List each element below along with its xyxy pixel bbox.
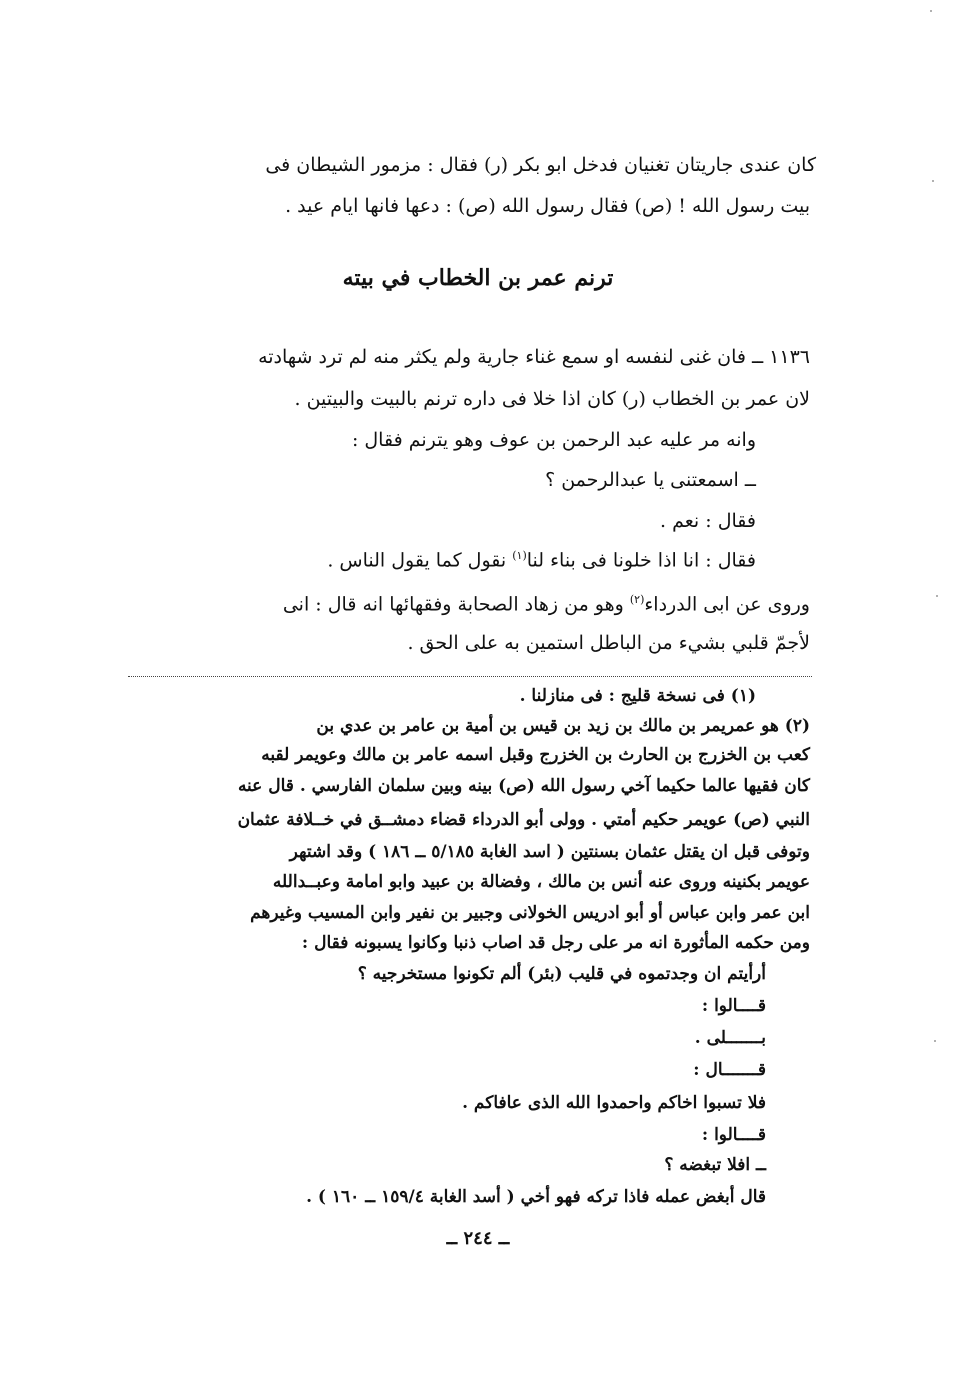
footnote-2-line-9: أرأيتم ان وجدتموه في قليب (بئر) ألم تكونوا مستخرجيه ؟: [357, 964, 766, 984]
section-line-5: فقال : نعم .: [660, 510, 756, 532]
scan-speck: [932, 180, 934, 182]
footnote-2-line-16: قال أبغض عمله فاذا تركه فهو أخي ( أسد الغابة ١٥٩/٤ ــ ١٦٠ ) .: [306, 1187, 766, 1207]
section-line-1: ١١٣٦ ــ فان غنى لنفسه او سمع غناء جارية ولم يكثر منه لم ترد شهادته: [258, 346, 810, 368]
footnote-2-line-5: وتوفى قبل ان يقتل عثمان بسنتين ( اسد الغابة ٥/١٨٥ ــ ١٨٦ ) وقد اشتهر: [289, 842, 810, 862]
section-line-3: وانه مر عليه عبد الرحمن بن عوف وهو يترنم فقال :: [351, 429, 756, 451]
page-number: ــ ٢٤٤ ــ: [446, 1228, 510, 1249]
footnote-2-line-3: كان فقيها عالما حكيما آخي رسول الله (ص) بينه وبين سلمان الفارسي . قال عنه: [237, 776, 810, 796]
section-line-6: [327, 550, 756, 570]
section-line-7-rest: وهو من زهاد الصحابة وفقهائها انه قال : انى: [282, 593, 630, 616]
footnote-separator: [128, 676, 812, 677]
footnote-2-line-13: فلا تسبوا اخاكم واحمدوا الله الذى عافاكم .: [462, 1093, 766, 1113]
scan-speck: [930, 10, 932, 12]
footnote-2-line-7: ابن عمر وابن عباس أو أبو ادريس الخولانى وجبير بن نفير وابن المسيب وغيرهم: [250, 903, 810, 923]
footnote-1: (١) فى نسخة قليج : فى منازلنا .: [519, 686, 756, 706]
scan-speck: [936, 595, 938, 597]
section-line-7: [283, 594, 810, 614]
footnote-2-line-2: كعب بن الخزرج بن الحارث بن الخزرج وقبل اسمه عامر بن مالك وعويمر لقبه: [261, 745, 810, 765]
footnote-2-line-15: ــ افلا تبغضه ؟: [664, 1155, 766, 1175]
footnote-2-line-10: قــــالوا :: [701, 996, 766, 1016]
section-heading: ترنم عمر بن الخطاب في بيته: [342, 265, 614, 291]
intro-line-2: بيت رسول الله ! (ص) فقال رسول الله (ص) : دعها فانها ايام عيد .: [285, 195, 810, 217]
footnote-2-line-1: (٢) هو عمريمر بن مالك بن زيد بن قيس بن أمية بن عامر بن عدي بن: [316, 716, 810, 736]
footnote-2-line-6: عويمر بكنينه وروى عنه أنس بن مالك ، وفضالة بن عبيد وابو امامة وعبــدالله: [272, 872, 810, 892]
intro-line-1: كان عندى جاريتان تغنيان فدخل ابو بكر (ر) فقال : مزمور الشيطان فى: [265, 154, 816, 176]
footnote-2-line-4: النبي (ص) عويمر حكيم أمتي . وولى أبو الدرداء قضاء دمشــق في خــلافة عثمان: [237, 810, 810, 830]
section-line-7-text: وروى عن ابى الدرداء: [644, 593, 810, 616]
section-line-8: لأجمّ قلبي بشيء من الباطل استمين به على الحق .: [407, 632, 810, 654]
footnote-2-line-14: قــــالوا :: [701, 1125, 766, 1145]
footnote-2-line-8: ومن حكمه المأثورة انه مر على رجل قد اصاب ذنبا وكانوا يسبونه فقال :: [301, 933, 810, 953]
scan-speck: [934, 1040, 936, 1042]
footnote-ref-2: (٢): [629, 593, 645, 606]
section-line-2: لان عمر بن الخطاب (ر) كان اذا خلا فى داره ترنم بالبيت والبيتين .: [294, 388, 810, 410]
footnote-2-line-12: قـــــــال :: [693, 1060, 766, 1080]
section-line-6-rest: نقول كما يقول الناس .: [327, 549, 513, 572]
footnote-ref-1: (١): [512, 549, 527, 562]
section-line-4: ــ اسمعتنى يا عبدالرحمن ؟: [545, 469, 756, 491]
section-line-6-text: فقال : انا اذا خلونا فى بناء لنا: [526, 549, 756, 572]
footnote-2-line-11: بـــــــلى .: [694, 1028, 766, 1048]
